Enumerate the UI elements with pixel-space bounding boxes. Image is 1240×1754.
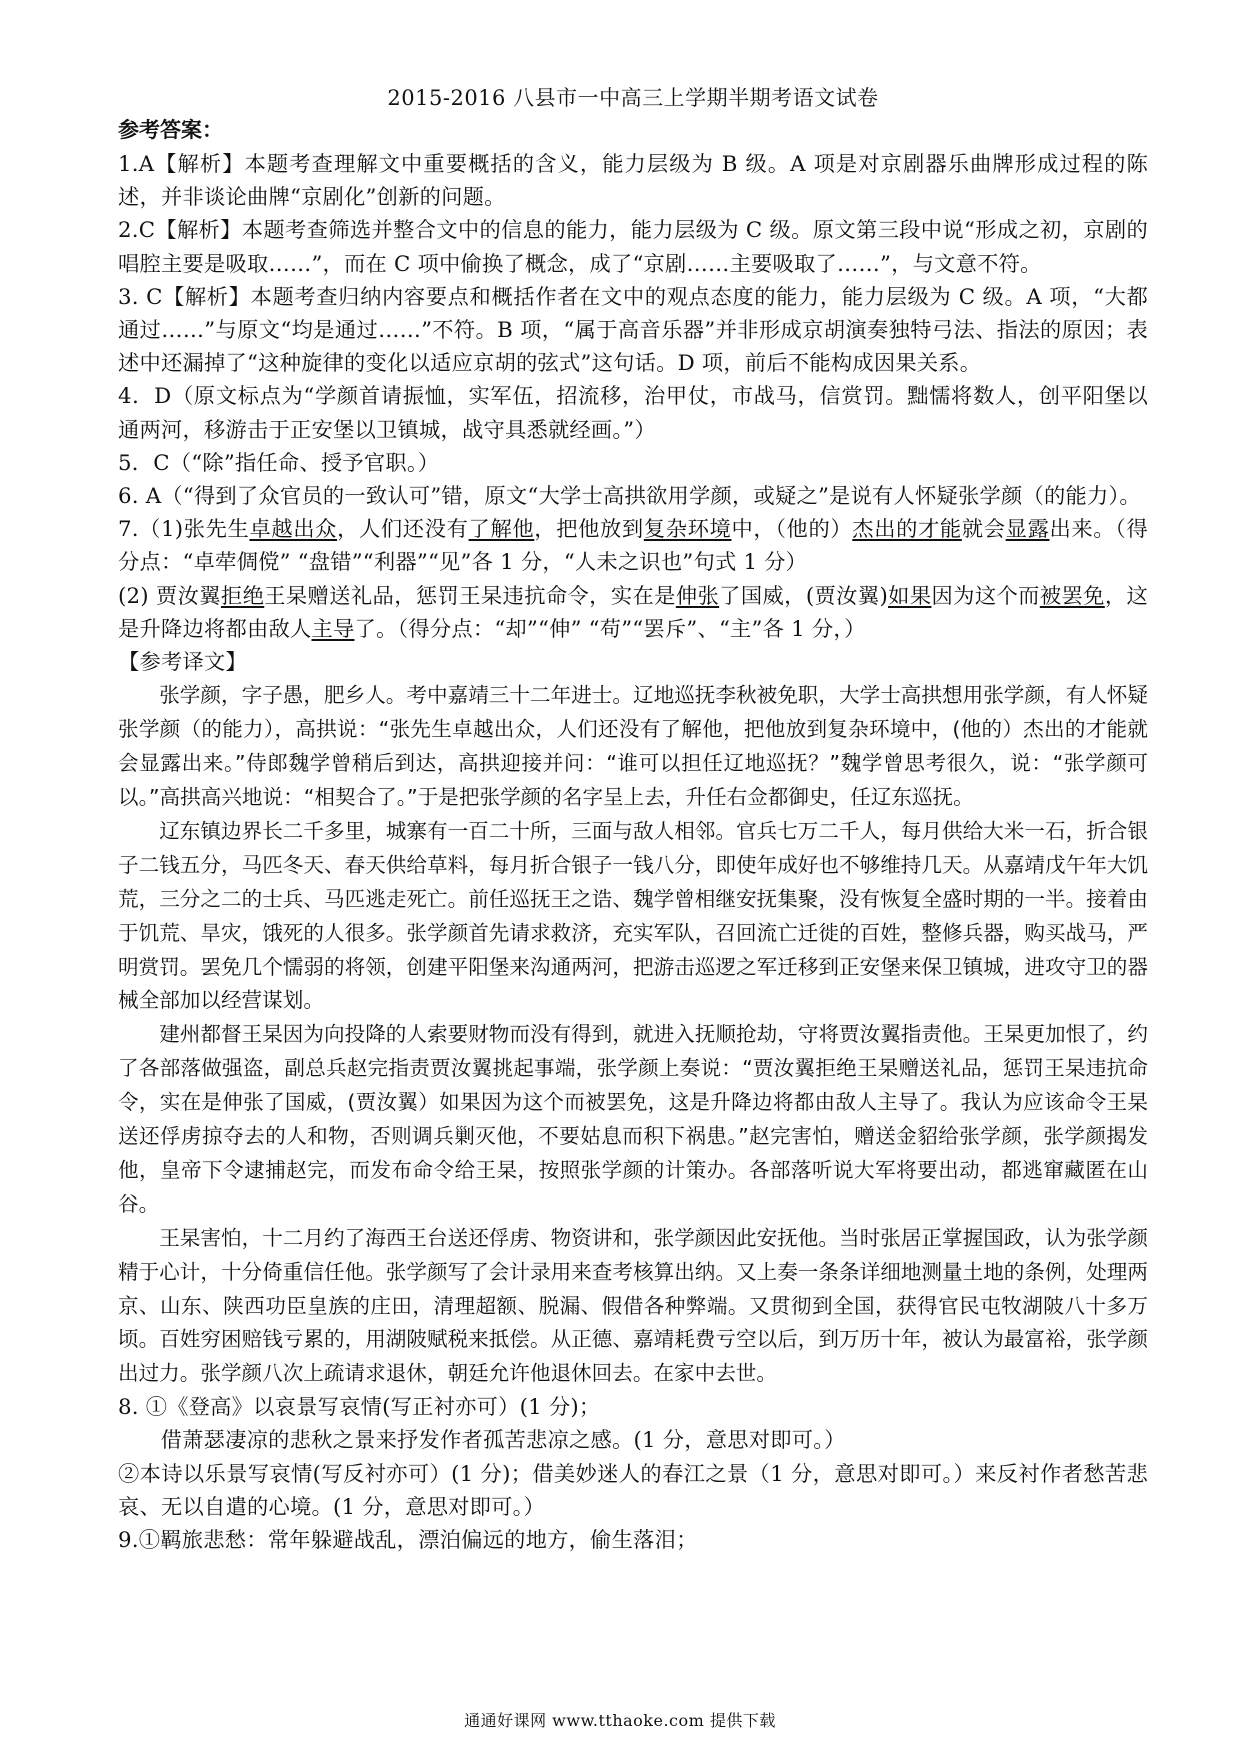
- answer-7-2-keyword: 伸张: [675, 583, 720, 609]
- document-page: [118, 82, 1148, 1557]
- answer-7-1: [118, 513, 1148, 579]
- answer-7-1-text: ，人们还没有: [337, 517, 469, 543]
- answer-7-1-keyword: 显露: [1005, 517, 1050, 543]
- translation-paragraph-2: 辽东镇边界长二千多里，城寨有一百二十所，三面与敌人相邻。官兵七万二千人，每月供给大米一石，折合银子二钱五分，马匹冬天、春天供给草料，每月折合银子一钱八分，即使年成好也不够维持几天。从嘉靖戊午年大饥荒，三分之二的士兵、马匹逃走死亡。前任巡抚王之诰、魏学曾相继安抚集聚，没有恢复全盛时期的一半。接着由于饥荒、旱灾，饿死的人很多。张学颜首先请求救济，充实军队，召回流亡迁徙的百姓，整修兵器，购买战马，严明赏罚。罢免几个懦弱的将领，创建平阳堡来沟通两河，把游击巡逻之军迁移到正安堡来保卫镇城，进攻守卫的器械全部加以经营谋划。: [118, 818, 1148, 1013]
- answer-7-1-text: 就会: [961, 517, 1006, 543]
- answer-7-2-text: 了。（得分点：“却”“伸” “苟”“罢斥”、“主”各 1 分，）: [354, 616, 866, 642]
- answers-heading: 参考答案：: [118, 117, 223, 142]
- answer-6: 6. A（“得到了众官员的一致认可”错，原文“大学士高拱欲用学颜，或疑之”是说有人怀疑张学颜（的能力）。: [118, 484, 1141, 510]
- answer-2: 2.C【解析】本题考查筛选并整合文中的信息的能力，能力层级为 C 级。原文第三段中说“形成之初，京剧的唱腔主要是吸取……”，而在 C 项中偷换了概念，成了“京剧……主要吸取了……”，与文意不符。: [118, 218, 1148, 277]
- answer-9-part-1: 9.①羁旅悲愁：常年躲避战乱，漂泊偏远的地方，偷生落泪；: [118, 1528, 698, 1554]
- answer-7-2-text: 因为这个而: [931, 583, 1040, 609]
- translation-paragraph-1: 张学颜，字子愚，肥乡人。考中嘉靖三十二年进士。辽地巡抚李秋被免职，大学士高拱想用张学颜，有人怀疑张学颜（的能力），高拱说：“张先生卓越出众，人们还没有了解他，把他放到复杂环境中，(他的）杰出的才能就会显露出来。”侍郎魏学曾稍后到达，高拱迎接并问：“谁可以担任辽地巡抚？”魏学曾思考很久，说：“张学颜可以。”高拱高兴地说：“相契合了。”于是把张学颜的名字呈上去，升任右佥都御史，任辽东巡抚。: [118, 683, 1148, 809]
- page-footer: 通通好课网 www.tthaoke.com 提供下载: [464, 1711, 776, 1730]
- answer-3: 3. C【解析】本题考查归纳内容要点和概括作者在文中的观点态度的能力，能力层级为 C 级。A 项，“大都通过……”与原文“均是通过……”不符。B 项，“属于高音乐器”并非形成京胡演奏独特弓法、指法的原因；表述中还漏掉了“这种旋律的变化以适应京胡的弦式”这句话。D 项，前后不能构成因果关系。: [118, 284, 1148, 377]
- answer-7-1-text: 中，（他的）: [731, 517, 853, 543]
- translation-paragraph-4: 王杲害怕，十二月约了海西王台送还俘虏、物资讲和，张学颜因此安抚他。当时张居正掌握国政，认为张学颜精于心计，十分倚重信任他。张学颜写了会计录用来查考核算出纳。又上奏一条条详细地测量土地的条例，处理两京、山东、陕西功臣皇族的庄田，清理超额、脱漏、假借各种弊端。又贯彻到全国，获得官民屯牧湖陂八十多万顷。百姓穷困赔钱亏累的，用湖陂赋税来抵偿。从正德、嘉靖耗费亏空以后，到万历十年，被认为最富裕，张学颜出过力。张学颜八次上疏请求退休，朝廷允许他退休回去。在家中去世。: [118, 1225, 1148, 1386]
- answer-7-2-text: (2) 贾汝翼: [118, 583, 221, 609]
- answer-7-2-keyword: 被罢免: [1039, 583, 1105, 609]
- answer-7-1-text: ，把他放到: [534, 517, 644, 543]
- answer-7-1-keyword: 了解他: [468, 517, 535, 543]
- answer-1: 1.A【解析】本题考查理解文中重要概括的含义，能力层级为 B 级。A 项是对京剧器乐曲牌形成过程的陈述，并非谈论曲牌“京剧化”创新的问题。: [118, 152, 1148, 211]
- answer-7-2-text: ，这是升降边将都由敌人: [118, 583, 1148, 642]
- answer-7-2-keyword: 拒绝: [220, 583, 265, 609]
- answer-7-2-keyword: 主导: [311, 616, 355, 642]
- answer-7-2: [118, 580, 1148, 646]
- answer-7-2-text: 了国威，(贾汝翼): [719, 583, 888, 609]
- answer-8-part-2: ②本诗以乐景写哀情(写反衬亦可）(1 分)；借美妙迷人的春江之景（1 分，意思对即可。）来反衬作者愁苦悲哀、无以自遣的心境。(1 分，意思对即可。）: [118, 1461, 1148, 1520]
- answer-8-part-1-detail: 借萧瑟凄凉的悲秋之景来抒发作者孤苦悲凉之感。(1 分，意思对即可。）: [160, 1428, 846, 1454]
- answer-4: 4．D（原文标点为“学颜首请振恤，实军伍，招流移，治甲仗，市战马，信赏罚。黜懦将数人，创平阳堡以通两河，移游击于正安堡以卫镇城，战守具悉就经画。”）: [118, 384, 1148, 443]
- translation-heading: 【参考译文】: [118, 650, 247, 676]
- answer-5: 5．C（“除”指任命、授予官职。）: [118, 450, 440, 476]
- answer-7-2-keyword: 如果: [888, 583, 932, 609]
- answer-8-part-1: 8. ①《登高》以哀景写哀情(写正衬亦可）(1 分)；: [118, 1395, 601, 1421]
- document-title: 2015-2016 八县市一中高三上学期半期考语文试卷: [387, 86, 879, 110]
- translation-paragraph-3: 建州都督王杲因为向投降的人索要财物而没有得到，就进入抚顺抢劫，守将贾汝翼指责他。王杲更加恨了，约了各部落做强盗，副总兵赵完指责贾汝翼挑起事端，张学颜上奏说：“贾汝翼拒绝王杲赠送礼品，惩罚王杲违抗命令，实在是伸张了国威，(贾汝翼）如果因为这个而被罢免，这是升降边将都由敌人主导了。我认为应该命令王杲送还俘虏掠夺去的人和物，否则调兵剿灭他，不要姑息而积下祸患。”赵完害怕，赠送金貂给张学颜，张学颜揭发他，皇帝下令逮捕赵完，而发布命令给王杲，按照张学颜的计策办。各部落听说大军将要出动，都逃窜藏匿在山谷。: [118, 1022, 1148, 1216]
- answer-7-1-keyword: 卓越出众: [249, 517, 338, 543]
- answer-7-1-text: 7.（1)张先生: [118, 517, 250, 543]
- answer-7-1-keyword: 复杂环境: [643, 517, 732, 543]
- answer-7-1-keyword: 杰出的才能: [852, 517, 962, 543]
- answer-7-2-text: 王杲赠送礼品，惩罚王杲违抗命令，实在是: [264, 583, 676, 609]
- answer-7-1-text: 出来。（得分点：“卓荦倜傥” “盘错”“利器”“见”各 1 分，“人未之识也”句式 1 分）: [118, 517, 1148, 576]
